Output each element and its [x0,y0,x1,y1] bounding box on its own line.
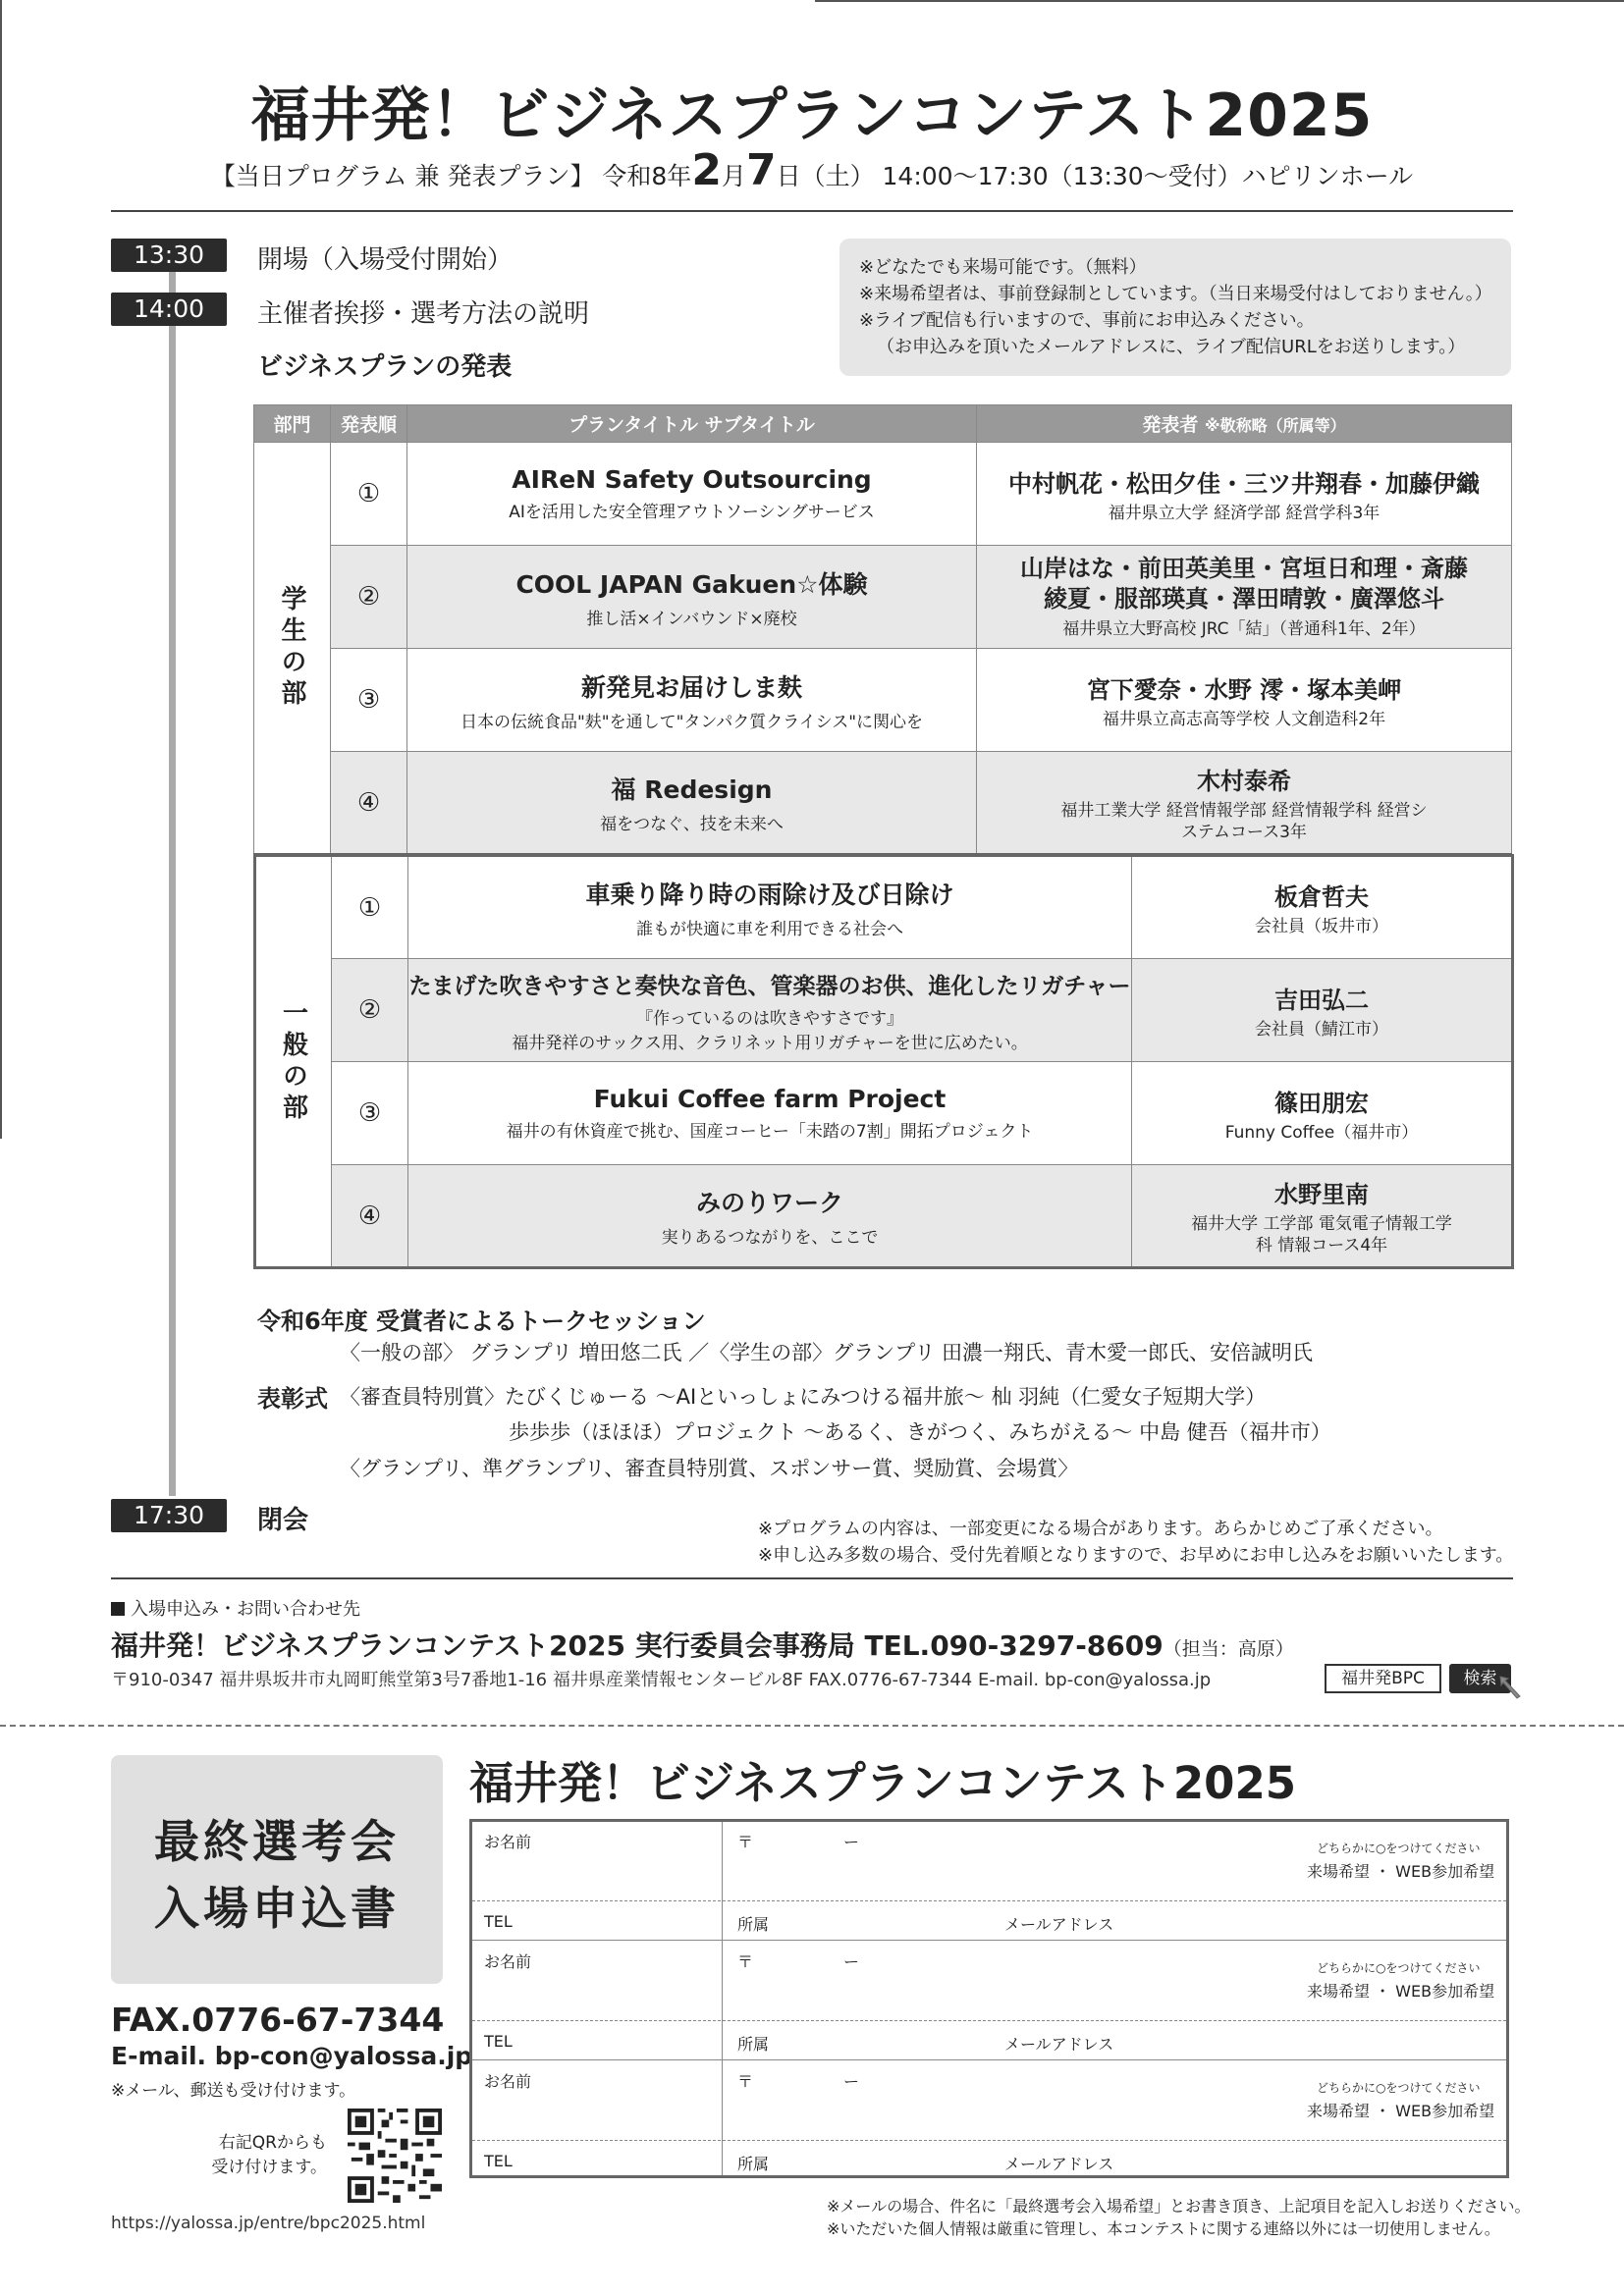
form-label-line2: 入場申込書 [154,1882,400,1935]
form-divider [722,2059,723,2175]
presentation-table [253,404,1512,856]
timeline-bar [169,257,176,1496]
choice-note: どちらかに○をつけてください [1317,2081,1481,2095]
contact-rule [111,1577,1513,1579]
award-line: 〈審査員特別賞〉たびくじゅーる 〜AIといっしょにみつける福井旅〜 杣 羽純（仁愛女子短期大学） [340,1385,1267,1409]
award-heading: 表彰式 [257,1385,328,1413]
notice-box [839,239,1511,376]
page-title: 福井発！ビジネスプランコンテスト2025 [250,81,1374,150]
contact-org-name: 福井発！ビジネスプランコンテスト2025 実行委員会事務局 [111,1629,855,1662]
presenter-affiliation: 福井県立大学 経済学部 経営学科3年 [1108,503,1380,523]
subtitle-suffix: 日（土） 14:00〜17:30（13:30〜受付）ハピリンホール [776,162,1414,190]
presenter-names: 水野里南 [1274,1181,1369,1208]
postal-dash: ー [843,1952,860,1971]
plan-title: COOL JAPAN Gakuen☆体験 [515,569,868,599]
plan-title: 新発見お届けしま麸 [580,672,802,702]
cursor-arrow-icon [1498,1675,1528,1700]
plan-subtitle: 誰もが快適に車を利用できる社会へ [636,920,903,939]
form-fax: FAX.0776-67-7344 [111,2001,445,2039]
affiliation-label: 所属 [737,2155,770,2173]
name-label: お名前 [484,1833,532,1851]
time-badge-1730: 17:30 [111,1499,227,1532]
time-badge-1330: 13:30 [111,239,227,272]
header-rule [111,210,1513,212]
presenter-affiliation: Funny Coffee（福井市） [1224,1122,1419,1143]
order-number: ③ [356,685,381,715]
presenter-affiliation: 福井工業大学 経営情報学部 経営情報学科 経営システムコース3年 [1060,801,1428,842]
search-input[interactable]: 福井発BPC [1325,1664,1441,1693]
postal-dash: ー [843,2072,860,2091]
mail-label: メールアドレス [1004,1915,1114,1934]
plan-title: 車乗り降り時の雨除け及び日除け [585,881,954,909]
presenter-names: 篠田朋宏 [1274,1089,1369,1117]
order-number: ② [356,582,381,612]
attendance-choice[interactable]: 来場希望 ・ WEB参加希望 [1307,1862,1495,1881]
event-subtitle [0,145,1624,195]
header-order: 発表順 [331,405,407,443]
presentation-table-general [253,854,1514,1269]
mail-label: メールアドレス [1004,2035,1114,2054]
attendance-choice[interactable]: 来場希望 ・ WEB参加希望 [1307,2102,1495,2120]
subtitle-prefix: 【当日プログラム 兼 発表プラン】 令和8年 [210,162,692,190]
award-line: 〈グランプリ、準グランプリ、審査員特別賞、スポンサー賞、奨励賞、会場賞〉 [340,1457,1079,1480]
form-divider [722,1822,723,1940]
time-badge-1400: 14:00 [111,293,227,326]
presenter-affiliation: 福井県立高志高等学校 人文創造科2年 [1102,709,1386,729]
plan-title: AIReN Safety Outsourcing [512,465,872,494]
plan-subtitle: 福をつなぐ、技を未来へ [600,815,784,834]
mail-label: メールアドレス [1004,2155,1114,2173]
order-number: ② [357,995,382,1025]
table-row [255,959,1513,1062]
plan-title: たまげた吹きやすさと奏快な音色、管楽器のお供、進化したリガチャー [408,973,1131,999]
postal-label: 〒 [737,1833,754,1851]
presenter-names: 吉田弘二 [1274,986,1369,1014]
qr-note: 右記QRからも [218,2133,327,2153]
presenter-affiliation: 福井県立大野高校 JRC「結」（普通科1年、2年） [1062,619,1426,639]
form-row-divider [472,2020,1506,2021]
choice-note: どちらかに○をつけてください [1317,1961,1481,1975]
notice-line: ※来場希望者は、事前登録制としています。（当日来場受付はしておりません。） [859,284,1492,304]
form-row-divider [472,2140,1506,2141]
presenter-affiliation: 会社員（鯖江市） [1255,1019,1388,1040]
form-label-line1: 最終選考会 [154,1815,400,1868]
plan-title: Fukui Coffee farm Project [593,1085,947,1113]
plan-subtitle-2: 福井発祥のサックス用、クラリネット用リガチャーを世に広めたい。 [512,1033,1028,1053]
timeline-label-presentations: ビジネスプランの発表 [257,352,513,382]
choice-note: どちらかに○をつけてください [1317,1842,1481,1855]
application-form [469,1819,1509,2178]
contact-org [111,1625,1294,1664]
presenter-names: 宮下愛奈・水野 澪・塚本美岬 [1086,675,1402,704]
contact-tel[interactable]: TEL.090-3297-8609 [864,1629,1164,1662]
presenter-affiliation: 福井大学 工学部 電気電子情報工学科 情報コース4年 [1191,1214,1452,1255]
order-number: ③ [357,1098,382,1128]
plan-subtitle: 実りあるつながりを、ここで [661,1228,879,1248]
form-divider [722,1940,723,2059]
notice-line: （お申込みを頂いたメールアドレスに、ライブ配信URLをお送りします。） [877,337,1466,357]
event-day: 7 [745,145,777,195]
table-row [255,1165,1513,1268]
table-row [254,752,1512,855]
plan-title: 福 Redesign [611,775,773,804]
award-line: 歩歩歩（ほほほ）プロジェクト 〜あるく、きがつく、みちがえる〜 中島 健吾（福井市） [509,1420,1331,1444]
timeline-label-closing: 閉会 [257,1506,309,1535]
header-presenter [977,405,1512,443]
order-number: ④ [356,787,381,818]
form-footnote: ※いただいた個人情報は厳重に管理し、本コンテストに関する連絡以外には一切使用しません。 [827,2219,1500,2238]
tel-label: TEL [484,2032,513,2051]
postal-label: 〒 [737,2072,754,2091]
corner-border-top [815,0,1624,2]
form-title: 福井発！ビジネスプランコンテスト2025 [469,1757,1297,1809]
contact-heading [111,1595,360,1621]
square-bullet-icon [111,1602,125,1616]
month-label: 月 [721,162,746,190]
presenter-names: 山岸はな・前田英美里・宮垣日和理・斎藤綾夏・服部瑛真・澤田晴敦・廣澤悠斗 [1020,555,1468,613]
form-url[interactable]: https://yalossa.jp/entre/bpc2025.html [111,2214,426,2233]
name-label: お名前 [484,2072,532,2091]
header-dept: 部門 [254,405,331,443]
attendance-choice[interactable]: 来場希望 ・ WEB参加希望 [1307,1982,1495,2001]
form-footnote: ※メールの場合、件名に「最終選考会入場希望」とお書き頂き、上記項目を記入しお送りください。 [827,2197,1531,2216]
dept-cell-student [254,443,331,855]
order-number: ① [357,892,382,923]
header-presenter-note: ※敬称略（所属等） [1205,416,1346,435]
presenter-names: 木村泰希 [1197,768,1291,795]
form-row-divider [472,1900,1506,1901]
notice-line: ※どなたでも来場可能です。（無料） [859,257,1147,278]
table-row [255,1062,1513,1165]
search-button[interactable]: 検索 [1449,1664,1511,1693]
tel-label: TEL [484,1912,513,1931]
form-email[interactable]: E-mail. bp-con@yalossa.jp [111,2042,473,2070]
plan-subtitle: AIを活用した安全管理アウトソーシングサービス [509,503,875,522]
presenter-names: 中村帆花・松田夕佳・三ツ井翔春・加藤伊織 [1008,469,1480,498]
table-row [254,546,1512,649]
contact-tel-note: （担当：高原） [1163,1638,1294,1660]
header-presenter-label: 発表者 [1142,414,1199,436]
presenter-affiliation: 会社員（坂井市） [1255,917,1388,936]
talk-session-heading: 令和6年度 受賞者によるトークセッション [257,1308,706,1335]
form-block-divider [472,1940,1506,1941]
contact-heading-text: 入場申込み・お問い合わせ先 [131,1599,360,1620]
timeline-label-greeting: 主催者挨拶・選考方法の説明 [257,299,590,329]
tel-label: TEL [484,2152,513,2170]
form-block-divider [472,2059,1506,2060]
qr-note: 受け付けます。 [211,2158,327,2177]
table-row [255,856,1513,959]
qr-code-icon[interactable] [348,2109,442,2203]
cut-line [0,1725,1624,1727]
table-row [254,443,1512,546]
dept-label: 一般の部 [278,998,308,1125]
affiliation-label: 所属 [737,1915,770,1934]
postal-label: 〒 [737,1952,754,1971]
form-label-box [111,1755,443,1984]
program-note: ※プログラムの内容は、一部変更になる場合があります。あらかじめご了承ください。 [758,1519,1443,1539]
timeline-label-open: 開場（入場受付開始） [257,245,514,275]
dept-label: 学生の部 [277,585,306,711]
table-row [254,649,1512,752]
presenter-names: 板倉哲夫 [1274,883,1369,911]
form-mail-note: ※メール、郵送も受け付けます。 [111,2081,356,2101]
affiliation-label: 所属 [737,2035,770,2054]
dept-cell-general [255,856,332,1268]
program-note: ※申し込み多数の場合、受付先着順となりますので、お早めにお申し込みをお願いいたします。 [758,1545,1514,1566]
plan-title: みのりワーク [695,1189,843,1217]
header-plan: プランタイトル サブタイトル [407,405,977,443]
talk-session-detail: 〈一般の部〉 グランプリ 増田悠二氏 ／〈学生の部〉グランプリ 田濃一翔氏、青木愛一郎氏、安倍誠明氏 [340,1341,1314,1364]
plan-subtitle: 推し活×インバウンド×廃校 [586,609,797,629]
notice-line: ※ライブ配信も行いますので、事前にお申込みください。 [859,310,1315,331]
order-number: ① [356,479,381,508]
event-month: 2 [691,145,722,195]
plan-subtitle: 日本の伝統食品"麸"を通して"タンパク質クライシス"に関心を [460,712,924,732]
contact-address: 〒910-0347 福井県坂井市丸岡町熊堂第3号7番地1-16 福井県産業情報センタービル8F FAX.0776-67-7344 E-mail. bp-con@yalossa.jp [111,1670,1212,1690]
plan-subtitle: 福井の有休資産で挑む、国産コーヒー「未踏の7割」開拓プロジェクト [506,1122,1034,1142]
plan-subtitle: 『作っているのは吹きやすさです』 [636,1008,903,1029]
order-number: ④ [357,1201,382,1231]
postal-dash: ー [843,1833,860,1851]
name-label: お名前 [484,1952,532,1971]
